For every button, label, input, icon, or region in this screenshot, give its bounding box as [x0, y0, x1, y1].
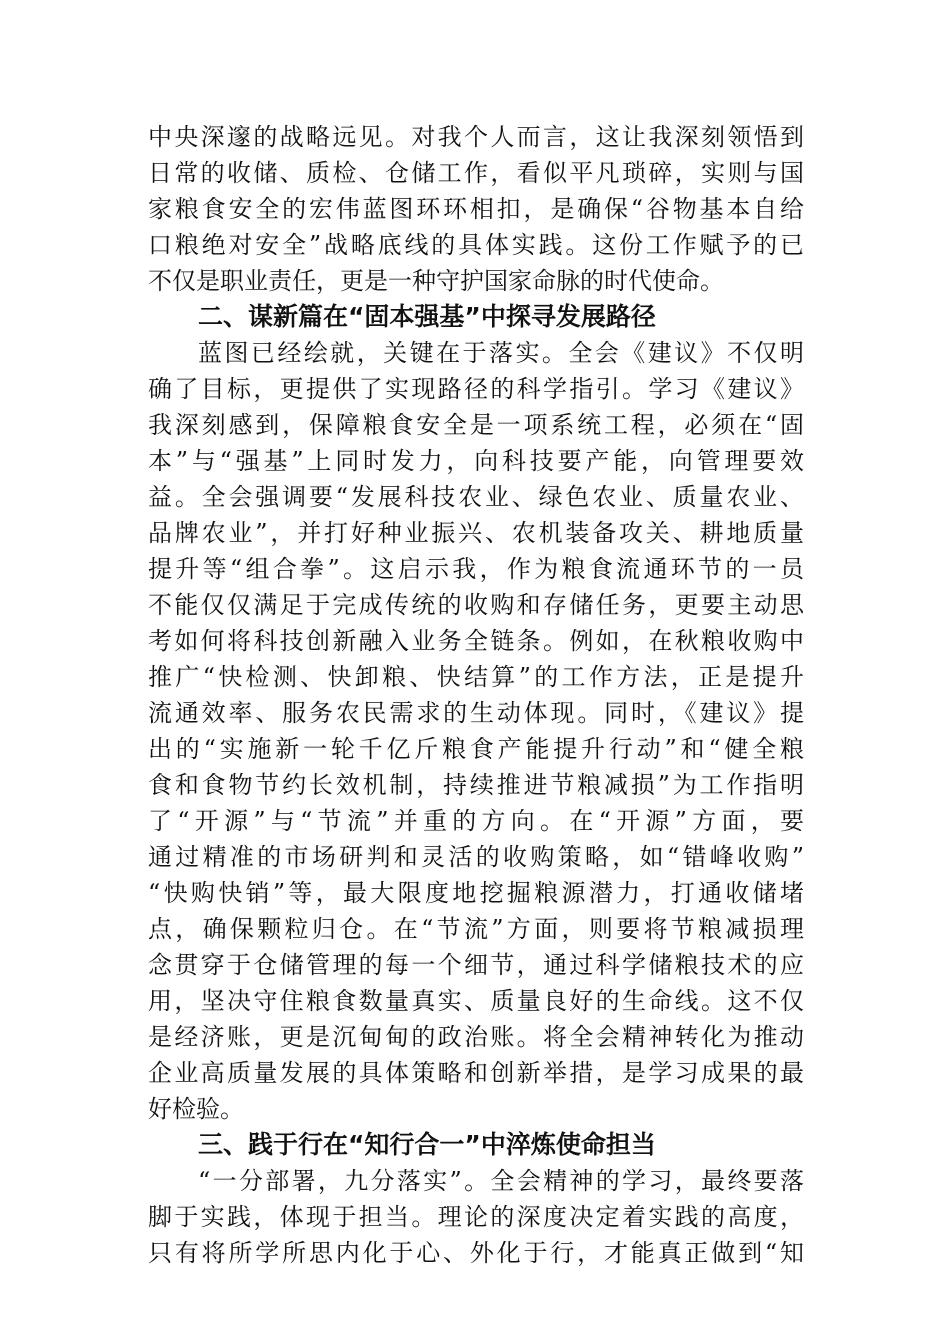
paragraph — [148, 119, 804, 299]
text-line: 好检验。 — [148, 1095, 244, 1123]
section-heading: 三、践于行在“知行合一”中淬炼使命担当 — [198, 1130, 656, 1159]
paragraph — [148, 1163, 804, 1271]
text-line: 脚于实践，体现于担当。理论的深度决定着实践的高度， — [148, 1203, 804, 1231]
text-line: 中央深邃的战略远见。对我个人而言，这让我深刻领悟到 — [148, 123, 804, 151]
text-line: 我深刻感到，保障粮食安全是一项系统工程，必须在“固 — [148, 411, 804, 439]
text-line: 是经济账，更是沉甸甸的政治账。将全会精神转化为推动 — [148, 1023, 804, 1051]
text-line: 家粮食安全的宏伟蓝图环环相扣，是确保“谷物基本自给 — [148, 195, 804, 223]
text-line: 通过精准的市场研判和灵活的收购策略，如“错峰收购” — [148, 843, 804, 871]
text-line: 提升等“组合拳”。这启示我，作为粮食流通环节的一员 — [148, 555, 804, 583]
text-line: 推广“快检测、快卸粮、快结算”的工作方法，正是提升 — [148, 663, 804, 691]
text-line: 确了目标，更提供了实现路径的科学指引。学习《建议》 — [148, 375, 804, 403]
text-line: 食和食物节约长效机制，持续推进节粮减损”为工作指明 — [148, 771, 804, 799]
text-line: 不能仅仅满足于完成传统的收购和存储任务，更要主动思 — [148, 591, 804, 619]
paragraph — [148, 335, 804, 1127]
text-line: 考如何将科技创新融入业务全链条。例如，在秋粮收购中 — [148, 627, 804, 655]
text-line: 出的“实施新一轮千亿斤粮食产能提升行动”和“健全粮 — [148, 735, 804, 763]
text-line: 用，坚决守住粮食数量真实、质量良好的生命线。这不仅 — [148, 987, 804, 1015]
text-line: 只有将所学所思内化于心、外化于行，才能真正做到“知 — [148, 1239, 804, 1267]
text-line: 益。全会强调要“发展科技农业、绿色农业、质量农业、 — [148, 483, 804, 511]
text-line: 品牌农业”，并打好种业振兴、农机装备攻关、耕地质量 — [148, 519, 804, 547]
text-line: 日常的收储、质检、仓储工作，看似平凡琐碎，实则与国 — [148, 159, 804, 187]
text-line: 企业高质量发展的具体策略和创新举措，是学习成果的最 — [148, 1059, 804, 1087]
text-line: 口粮绝对安全”战略底线的具体实践。这份工作赋予的已 — [148, 231, 804, 259]
text-line: 了“开源”与“节流”并重的方向。在“开源”方面，要 — [148, 807, 804, 835]
text-line: 点，确保颗粒归仓。在“节流”方面，则要将节粮减损理 — [148, 915, 804, 943]
text-line: 蓝图已经绘就，关键在于落实。全会《建议》不仅明 — [198, 339, 804, 367]
document-body — [148, 119, 804, 1271]
text-line: 本”与“强基”上同时发力，向科技要产能，向管理要效 — [148, 447, 804, 475]
text-line: “快购快销”等，最大限度地挖掘粮源潜力，打通收储堵 — [148, 879, 804, 907]
text-line: 不仅是职业责任，更是一种守护国家命脉的时代使命。 — [148, 267, 724, 295]
text-line: “一分部署，九分落实”。全会精神的学习，最终要落 — [198, 1167, 804, 1195]
text-line: 流通效率、服务农民需求的生动体现。同时，《建议》提 — [148, 699, 804, 727]
section-heading: 二、谋新篇在“固本强基”中探寻发展路径 — [198, 302, 656, 331]
text-line: 念贯穿于仓储管理的每一个细节，通过科学储粮技术的应 — [148, 951, 804, 979]
